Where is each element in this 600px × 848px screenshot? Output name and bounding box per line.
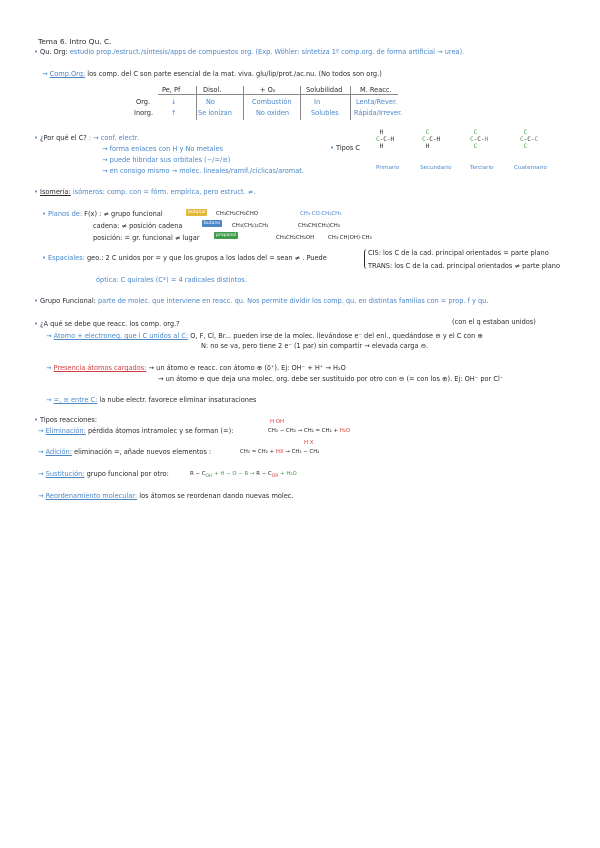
tertiary-carbon-structure: C C-C-H C (470, 129, 489, 150)
isomeria-line: • Isomería: isómeros: comp. con = fórm. empírica, pero estruct. ≠. (34, 188, 256, 196)
table-divider (243, 86, 244, 120)
row-label-inorg: Inorg. (134, 109, 154, 117)
por-que-label: ¿Por qué el C? (40, 134, 87, 142)
cell: ↑ (171, 109, 177, 117)
por-que-item-row: → puede hibridar sus orbitales (−/=/≡) (102, 156, 231, 164)
isomeria-label: Isomería: (40, 188, 71, 196)
atomo-line: → Átomo + electroneg. que l C unidos al C: O, F, Cl, Br... pueden irse de la molec. llevándose e⁻ del enl., quedándose ⊖ y el C con ⊕ (46, 332, 483, 340)
secondary-carbon-structure: C C-C-H H (422, 129, 441, 150)
grupo-funcional-label: Grupo Funcional: (40, 297, 96, 305)
presencia-line2-row: → un átomo ⊖ que deja una molec. org. debe ser sustituido por otro con ⊖ (= con los ⊕). Ej: OH⁻ por Cl⁻ (158, 375, 504, 383)
por-que-item-row: → en consigo mismo → molec. lineales/ramif./cíclicas/aromat. (102, 167, 304, 175)
row-label-org: Org. (136, 98, 151, 106)
por-que-item: en consigo mismo → molec. lineales/ramif./cíclicas/aromat. (109, 167, 304, 175)
a-que-note: (con el q estaban unidos) (452, 318, 536, 326)
th-disol: Disol. (203, 86, 222, 94)
tipos-c-label: Tipos C (336, 144, 361, 152)
th-solubilidad: Solubilidad (306, 86, 343, 94)
adicion-eq-b: HX (275, 449, 284, 455)
presencia-line1: un átomo ⊖ reacc. con átomo ⊕ (δ⁺). Ej: OH⁻ + H⁺ → H₂O (156, 364, 346, 372)
adicion-line: → Adición: eliminación =, añade nuevos elementos : (38, 448, 212, 456)
th-o2: + O₂ (260, 86, 276, 94)
table-rule (158, 94, 398, 95)
sustitucion-eq-c: + H − O − R → (214, 471, 255, 477)
grupo-funcional-text: parte de molec. que interviene en reacc. qu. Nos permite dividir los comp. qu. en distintas familias con = prop. f y qu. (97, 297, 489, 305)
planos-label: Planos de: (48, 210, 83, 218)
comp-org-note: (No todos son org.) (318, 70, 382, 78)
tipo-c-name: Primario (376, 165, 400, 171)
tipos-c-line: • Tipos C (330, 144, 361, 152)
eliminacion-eq-a: CH₂ − CH₂ (268, 428, 296, 434)
table-divider (350, 86, 351, 120)
reordenamiento-line: → Reordenamiento molecular: los átomos se reordenan dando nuevas molec. (38, 492, 294, 500)
por-que-item: conf. electr. (100, 134, 139, 142)
tipos-reacciones-label: Tipos reacciones: (40, 416, 98, 424)
por-que-item: forma enlaces con H y No metales (109, 145, 223, 153)
cell: No oxiden (256, 109, 290, 117)
sustitucion-line: → Sustitución: grupo funcional por otro: (38, 470, 169, 478)
comp-org-line: → Comp.Org: los comp. del C son parte esencial de la mat. viva. glu/lip/prot./ac.nu. (No todos son org.) (42, 70, 382, 78)
espaciales-label: Espaciales: (48, 254, 85, 262)
espaciales-line: • Espaciales: geo.: 2 C unidos por = y que los grupos a los lados del = sean ≠ . Puede (42, 254, 327, 262)
comp-org-text: los comp. del C son parte esencial de la mat. viva. glu/lip/prot./ac.nu. (87, 70, 317, 78)
presencia-line2: un átomo ⊖ que deja una molec. org. debe ser sustituido por otro con ⊖ (= con los ⊕). Ej: OH⁻ por Cl⁻ (165, 375, 504, 383)
funcion-formula-2: CH₃·CO·CH₂CH₃ (300, 211, 342, 217)
th-pe-pf: Pe, Pf (162, 86, 181, 94)
adicion-text: eliminación =, añade nuevos elementos : (74, 448, 212, 456)
planos-line: • Planos de: F(x) : ≠ grupo funcional (42, 210, 163, 218)
adicion-eq-c: CH₂ − CH₂ (291, 449, 320, 455)
eliminacion-eq-c: H₂O (339, 428, 351, 434)
tipo-c-name: Terciario (470, 165, 494, 171)
cadena-formula-2: CH₃CH(CH₃)CH₃ (298, 223, 340, 229)
qu-org-label: Qu. Org: (40, 48, 68, 56)
posicion-formula-2: CH₃·CH(OH)·CH₃ (328, 235, 372, 241)
isomeria-text: isómeros: comp. con = fórm. empírica, pero estruct. ≠. (72, 188, 256, 196)
comp-org-label: Comp.Org: (49, 70, 86, 78)
qu-org-note: (Exp. Wöhler: síntetiza 1º comp.org. de forma artificial → urea). (255, 48, 465, 56)
atomo-label: Átomo + electroneg. que l C unidos al C: (53, 332, 189, 340)
cell: Rápida/Irrever. (354, 109, 403, 117)
qu-org-text: estudio prop./estruct./síntesis/apps de compuestos org. (69, 48, 254, 56)
por-que-item: puede hibridar sus orbitales (−/=/≡) (109, 156, 231, 164)
quaternary-carbon-structure: C C-C-C C (520, 129, 539, 150)
por-que-line: • ¿Por qué el C? : → conf. electr. (34, 134, 139, 142)
reordenamiento-text: los átomos se reordenan dando nuevas molec. (139, 492, 294, 500)
adicion-label: Adición: (45, 448, 72, 456)
cadena-text: cadena: ≠ posición cadena (93, 222, 183, 230)
tipos-reacciones-line: • Tipos reacciones: (34, 416, 98, 424)
reordenamiento-label: Reordenamiento molecular: (45, 492, 138, 500)
cell: Se ionizan (198, 109, 232, 117)
a-que-line: • ¿A qué se debe que reacc. los comp. org.? (34, 320, 180, 328)
sustitucion-eq-f: + H₂O (280, 471, 297, 477)
tipo-c-name: Cuaternario (514, 165, 547, 171)
posicion-text: posición: = gr. funcional ≠ lugar (93, 234, 200, 242)
adicion-eq-a: CH₂ = CH₂ + (240, 449, 275, 455)
funcion-text: F(x) : ≠ grupo funcional (84, 210, 163, 218)
eliminacion-text: pérdida átomos intramolec y se forman (=): (87, 427, 234, 435)
cadena-formula-1: CH₃(CH₂)₂CH₃ (232, 223, 269, 229)
sustitucion-equation (190, 470, 297, 481)
cell: In (314, 98, 321, 106)
th-m-reacc: M. Reacc. (360, 86, 392, 94)
trans-text: TRANS: los C de la cad. principal orientados ≠ parte plano (368, 262, 561, 270)
sustitucion-text: grupo funcional por otro: (86, 470, 169, 478)
sustitucion-eq-a: R − C (190, 471, 206, 477)
propanol-tag: propanol (216, 233, 237, 238)
page-title: Tema 6. Intro Qu. C. (38, 37, 112, 46)
dobles-label: =, ≡ entre C: (53, 396, 98, 404)
a-que-label: ¿A qué se debe que reacc. los comp. org.? (40, 320, 180, 328)
sustitucion-eq-e: OR (271, 474, 279, 480)
cell: Lenta/Rever. (356, 98, 398, 106)
sustitucion-eq-b: OH (205, 474, 213, 480)
eliminacion-line: → Eliminación: pérdida átomos intramolec y se forman (=): (38, 427, 234, 435)
tipo-c-name: Secundario (420, 165, 452, 171)
adicion-equation: CH₂ = CH₂ + HX → CH₂ − CH₂ (240, 449, 320, 455)
posicion-formula-1: CH₃CH₂CH₂OH (276, 235, 315, 241)
butano-tag: butano (204, 221, 221, 226)
eliminacion-label: Eliminación: (45, 427, 86, 435)
dobles-text: la nube electr. favorece eliminar insaturaciones (99, 396, 257, 404)
cell: Combustión (252, 98, 292, 106)
atomo-line2: N: no se va, pero tiene 2 e⁻ (1 par) sin compartir → elevada carga ⊖. (201, 342, 429, 350)
adicion-top-atoms: H X (304, 440, 314, 446)
cell: No (206, 98, 215, 106)
espaciales-text: geo.: 2 C unidos por = y que los grupos a los lados del = sean ≠ . Puede (86, 254, 327, 262)
eliminacion-equation: CH₂ − CH₂ → CH₂ = CH₂ + H₂O (268, 428, 351, 434)
qu-org-line: • Qu. Org: estudio prop./estruct./síntesis/apps de compuestos org. (Exp. Wöhler: síntetiza 1º comp.org. de forma artificial → urea). (34, 48, 465, 56)
eliminacion-top-atoms: H OH (270, 419, 285, 425)
grupo-funcional-line: • Grupo Funcional: parte de molec. que interviene en reacc. qu. Nos permite dividir los comp. qu. en distintas familias con = prop. f y qu. (34, 297, 489, 305)
atomo-line1: O, F, Cl, Br... pueden irse de la molec. llevándose e⁻ del enl., quedándose ⊖ y el C con ⊕ (190, 332, 483, 340)
funcion-formula-1: CH₃CH₂CH₂CHO (216, 211, 258, 217)
eliminacion-eq-b: CH₂ = CH₂ + (303, 428, 338, 434)
table-divider (196, 86, 197, 120)
cell: ↓ (171, 98, 177, 106)
sustitucion-label: Sustitución: (45, 470, 85, 478)
table-divider (300, 86, 301, 120)
cell: Solubles (311, 109, 339, 117)
primary-carbon-structure: H C-C-H H (376, 129, 395, 150)
butanal-tag: butanal (188, 210, 206, 215)
presencia-line: → Presencia átomos cargados: → un átomo ⊖ reacc. con átomo ⊕ (δ⁺). Ej: OH⁻ + H⁺ → H₂O (46, 364, 346, 372)
cis-text: CIS: los C de la cad. principal orientados = parte plano (368, 249, 549, 257)
dobles-line: → =, ≡ entre C: la nube electr. favorece eliminar insaturaciones (46, 396, 257, 404)
optica-text: óptica: C quirales (C*) = 4 radicales distintos. (96, 276, 247, 284)
por-que-item-row: → forma enlaces con H y No metales (102, 145, 223, 153)
sustitucion-eq-d: R − C (256, 471, 272, 477)
presencia-label: Presencia átomos cargados: (53, 364, 147, 372)
